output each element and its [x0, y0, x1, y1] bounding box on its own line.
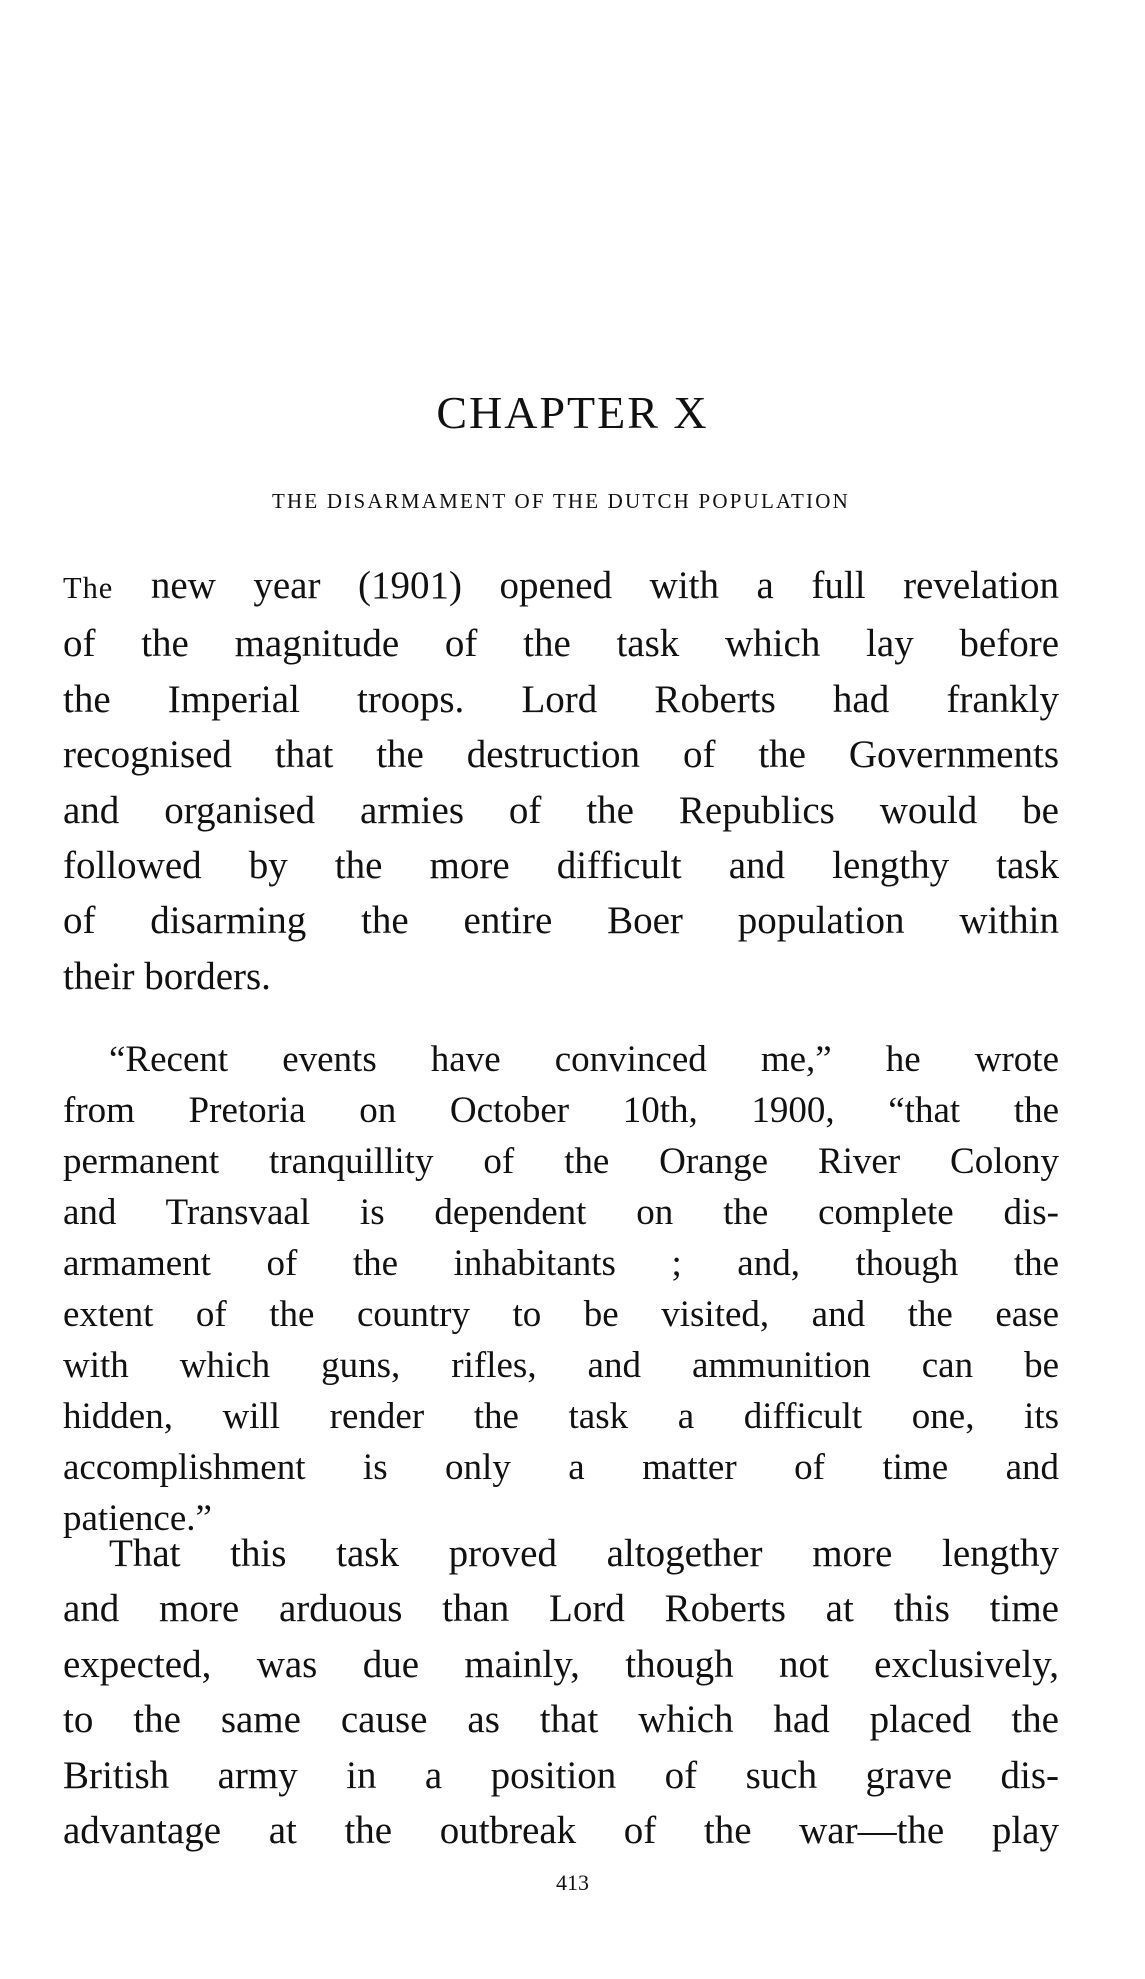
- text-line: the Imperial troops. Lord Roberts had frankly: [63, 677, 1059, 721]
- lead-smallcaps: The: [63, 571, 114, 605]
- chapter-title: CHAPTER X: [436, 387, 709, 438]
- text-line: to the same cause as that which had placed the: [63, 1698, 1059, 1742]
- text-line: with which guns, rifles, and ammunition can be: [63, 1345, 1059, 1386]
- text-line: accomplishment is only a matter of time and: [63, 1447, 1059, 1488]
- chapter-subtitle: THE DISARMAMENT OF THE DUTCH POPULATION: [272, 489, 850, 513]
- paragraph-3: [63, 1526, 1059, 1858]
- text-line: British army in a position of such grave dis-: [63, 1753, 1059, 1797]
- text-line: and Transvaal is dependent on the complete dis-: [63, 1192, 1059, 1233]
- page-number: 413: [556, 1870, 589, 1895]
- text-line: recognised that the destruction of the Governments: [63, 733, 1059, 777]
- paragraph-1: [63, 558, 1059, 1004]
- text-line: extent of the country to be visited, and the ease: [63, 1294, 1059, 1335]
- text-line: hidden, will render the task a difficult one, its: [63, 1396, 1059, 1437]
- text-line: of disarming the entire Boer population within: [63, 899, 1059, 943]
- text-line: armament of the inhabitants ; and, though the: [63, 1243, 1059, 1284]
- text-line: from Pretoria on October 10th, 1900, “that the: [63, 1090, 1059, 1131]
- text-line: of the magnitude of the task which lay before: [63, 622, 1059, 666]
- text-line: and organised armies of the Republics would be: [63, 788, 1059, 832]
- text-line: expected, was due mainly, though not exclusively,: [63, 1642, 1059, 1686]
- text-line: followed by the more difficult and lengthy task: [63, 844, 1059, 888]
- text-line: advantage at the outbreak of the war—the play: [63, 1809, 1059, 1853]
- text-line: patience.”: [63, 1498, 212, 1539]
- text-line: their borders.: [63, 954, 271, 998]
- text-line: That this task proved altogether more lengthy: [109, 1532, 1059, 1575]
- text-line: and more arduous than Lord Roberts at this time: [63, 1587, 1059, 1631]
- text-line-rest: new year (1901) opened with a full revelation: [113, 564, 1059, 607]
- text-line: “Recent events have convinced me,” he wrote: [109, 1039, 1059, 1080]
- text-line: [63, 558, 1059, 616]
- text-line: permanent tranquillity of the Orange River Colony: [63, 1141, 1059, 1182]
- paragraph-2-quote: [63, 1034, 1059, 1544]
